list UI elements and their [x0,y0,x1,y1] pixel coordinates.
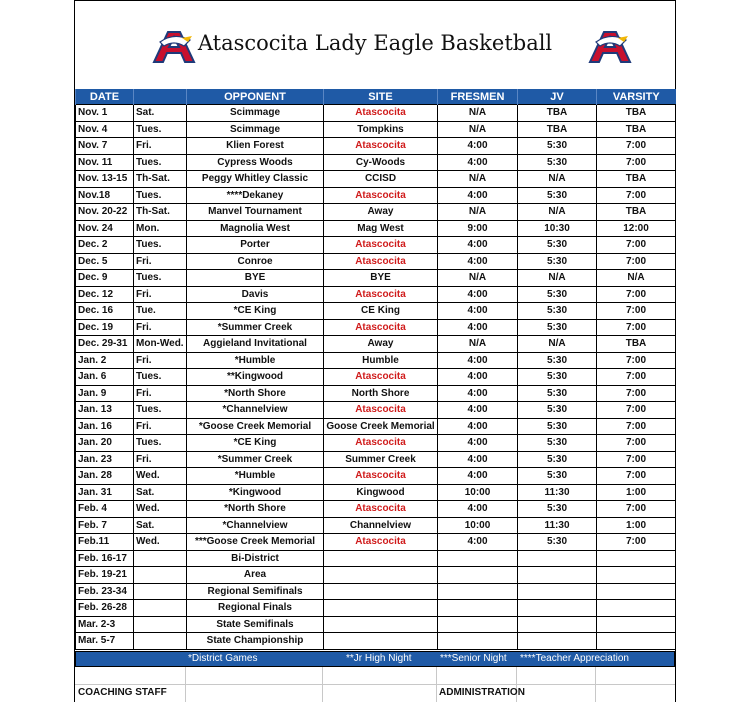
cell-varsity-time: 7:00 [597,352,676,369]
cell-jv-time [518,550,597,567]
cell-site: North Shore [324,385,438,402]
cell-day [134,616,187,633]
cell-site: Goose Creek Memorial [324,418,438,435]
column-header-freshmen: FRESMEN [438,89,518,105]
cell-date: Dec. 9 [76,270,134,287]
cell-varsity-time: 7:00 [597,154,676,171]
cell-site [324,600,438,617]
cell-varsity-time [597,600,676,617]
cell-jv-time [518,583,597,600]
cell-opponent: Klien Forest [187,138,324,155]
cell-freshmen-time: 4:00 [438,468,518,485]
cell-jv-time: 5:30 [518,418,597,435]
cell-date: Jan. 13 [76,402,134,419]
cell-freshmen-time: 4:00 [438,418,518,435]
cell-opponent: Regional Finals [187,600,324,617]
table-row [76,336,676,353]
cell-day [134,633,187,650]
cell-opponent: *Kingwood [187,484,324,501]
cell-varsity-time: 7:00 [597,418,676,435]
cell-date: Nov. 7 [76,138,134,155]
cell-day: Fri. [134,352,187,369]
cell-day: Tues. [134,435,187,452]
schedule-body [76,105,676,650]
cell-opponent: *CE King [187,435,324,452]
cell-site [324,616,438,633]
cell-freshmen-time: N/A [438,336,518,353]
cell-varsity-time [597,567,676,584]
table-row [76,286,676,303]
cell-opponent: *North Shore [187,501,324,518]
cell-date: Mar. 5-7 [76,633,134,650]
table-row [76,204,676,221]
cell-jv-time [518,633,597,650]
cell-date: Nov. 4 [76,121,134,138]
cell-freshmen-time: 4:00 [438,319,518,336]
table-row [76,468,676,485]
cell-site: Atascocita [324,237,438,254]
table-row [76,517,676,534]
cell-opponent: Scimmage [187,121,324,138]
table-row [76,352,676,369]
cell-site: Atascocita [324,501,438,518]
cell-jv-time: N/A [518,171,597,188]
title-area [74,0,676,89]
cell-opponent: *Summer Creek [187,319,324,336]
cell-date: Jan. 16 [76,418,134,435]
cell-site: Atascocita [324,435,438,452]
cell-date: Dec. 5 [76,253,134,270]
cell-varsity-time [597,616,676,633]
cell-jv-time: 10:30 [518,220,597,237]
cell-jv-time: 5:30 [518,385,597,402]
cell-opponent: Davis [187,286,324,303]
cell-freshmen-time: 4:00 [438,402,518,419]
cell-date: Feb. 4 [76,501,134,518]
cell-site: Atascocita [324,187,438,204]
table-row [76,550,676,567]
column-header-jv: JV [518,89,597,105]
table-row [76,484,676,501]
cell-opponent: *North Shore [187,385,324,402]
cell-site [324,583,438,600]
cell-jv-time: 11:30 [518,484,597,501]
cell-varsity-time [597,633,676,650]
cell-varsity-time: 7:00 [597,303,676,320]
cell-day [134,583,187,600]
cell-opponent: BYE [187,270,324,287]
table-row [76,369,676,386]
cell-freshmen-time: 4:00 [438,501,518,518]
cell-freshmen-time: N/A [438,121,518,138]
cell-date: Dec. 29-31 [76,336,134,353]
cell-opponent: Scimmage [187,105,324,122]
cell-jv-time [518,600,597,617]
cell-day [134,550,187,567]
cell-varsity-time: TBA [597,105,676,122]
cell-opponent: State Semifinals [187,616,324,633]
cell-freshmen-time: 4:00 [438,154,518,171]
cell-varsity-time: TBA [597,171,676,188]
table-row [76,253,676,270]
cell-varsity-time: TBA [597,336,676,353]
cell-day: Sat. [134,517,187,534]
cell-date: Feb. 16-17 [76,550,134,567]
cell-opponent: State Championship [187,633,324,650]
cell-freshmen-time: 4:00 [438,534,518,551]
cell-freshmen-time: 4:00 [438,286,518,303]
cell-freshmen-time: 4:00 [438,369,518,386]
cell-varsity-time: 7:00 [597,534,676,551]
cell-day: Tue. [134,303,187,320]
cell-day: Fri. [134,319,187,336]
schedule-table [75,89,676,650]
table-row [76,435,676,452]
cell-date: Mar. 2-3 [76,616,134,633]
cell-jv-time: 5:30 [518,138,597,155]
cell-site: Atascocita [324,138,438,155]
cell-jv-time: 5:30 [518,402,597,419]
cell-jv-time: 5:30 [518,501,597,518]
legend-senior: ***Senior Night [440,653,507,664]
cell-opponent: *Humble [187,468,324,485]
cell-varsity-time: 1:00 [597,517,676,534]
cell-site: Atascocita [324,319,438,336]
cell-freshmen-time: 10:00 [438,517,518,534]
cell-date: Dec. 12 [76,286,134,303]
cell-freshmen-time: 4:00 [438,237,518,254]
table-row [76,451,676,468]
cell-site: Atascocita [324,534,438,551]
cell-freshmen-time [438,600,518,617]
legend-teacher: ****Teacher Appreciation [520,653,629,664]
cell-jv-time [518,567,597,584]
table-row [76,154,676,171]
cell-day [134,567,187,584]
cell-opponent: Regional Semifinals [187,583,324,600]
cell-day: Tues. [134,369,187,386]
cell-site: Cy-Woods [324,154,438,171]
cell-varsity-time: 12:00 [597,220,676,237]
cell-day: Th-Sat. [134,204,187,221]
cell-day: Th-Sat. [134,171,187,188]
cell-day: Tues. [134,270,187,287]
table-row [76,187,676,204]
table-header-row [76,89,676,105]
table-row [76,616,676,633]
cell-site: CE King [324,303,438,320]
cell-opponent: **Kingwood [187,369,324,386]
column-header-site: SITE [324,89,438,105]
cell-varsity-time: 1:00 [597,484,676,501]
cell-freshmen-time: N/A [438,171,518,188]
cell-site: Summer Creek [324,451,438,468]
cell-varsity-time: N/A [597,270,676,287]
cell-freshmen-time: 4:00 [438,451,518,468]
cell-day: Sat. [134,105,187,122]
cell-varsity-time [597,583,676,600]
administration-label: ADMINISTRATION [439,687,525,698]
column-header-day [134,89,187,105]
cell-jv-time: 5:30 [518,319,597,336]
cell-site: Channelview [324,517,438,534]
cell-site: BYE [324,270,438,287]
cell-day: Wed. [134,501,187,518]
column-header-opponent: OPPONENT [187,89,324,105]
column-header-date: DATE [76,89,134,105]
cell-opponent: Conroe [187,253,324,270]
cell-varsity-time: TBA [597,204,676,221]
cell-day: Fri. [134,253,187,270]
cell-site: Atascocita [324,286,438,303]
cell-date: Jan. 9 [76,385,134,402]
cell-freshmen-time: N/A [438,204,518,221]
table-row [76,402,676,419]
cell-jv-time: 5:30 [518,303,597,320]
cell-varsity-time: 7:00 [597,253,676,270]
cell-jv-time: 5:30 [518,237,597,254]
cell-date: Dec. 19 [76,319,134,336]
cell-varsity-time: 7:00 [597,286,676,303]
cell-opponent: ****Dekaney [187,187,324,204]
cell-opponent: *Channelview [187,517,324,534]
cell-varsity-time: 7:00 [597,187,676,204]
cell-day [134,600,187,617]
cell-jv-time: 5:30 [518,187,597,204]
cell-day: Tues. [134,187,187,204]
cell-opponent: ***Goose Creek Memorial [187,534,324,551]
cell-freshmen-time: 4:00 [438,435,518,452]
table-row [76,501,676,518]
cell-freshmen-time: 4:00 [438,253,518,270]
cell-site: CCISD [324,171,438,188]
cell-date: Feb. 26-28 [76,600,134,617]
column-header-varsity: VARSITY [597,89,676,105]
cell-site: Kingwood [324,484,438,501]
cell-freshmen-time: 4:00 [438,303,518,320]
cell-varsity-time: 7:00 [597,501,676,518]
cell-opponent: Cypress Woods [187,154,324,171]
table-row [76,303,676,320]
cell-opponent: *Channelview [187,402,324,419]
cell-jv-time: 5:30 [518,352,597,369]
table-row [76,583,676,600]
cell-day: Wed. [134,468,187,485]
cell-date: Dec. 16 [76,303,134,320]
cell-opponent: Manvel Tournament [187,204,324,221]
cell-site: Atascocita [324,468,438,485]
cell-opponent: Magnolia West [187,220,324,237]
cell-site: Tompkins [324,121,438,138]
cell-date: Feb.11 [76,534,134,551]
cell-opponent: Area [187,567,324,584]
cell-freshmen-time: N/A [438,105,518,122]
cell-jv-time: TBA [518,121,597,138]
cell-freshmen-time: 4:00 [438,352,518,369]
cell-varsity-time: 7:00 [597,138,676,155]
table-row [76,534,676,551]
cell-varsity-time: TBA [597,121,676,138]
table-row [76,171,676,188]
cell-date: Nov. 24 [76,220,134,237]
cell-day: Sat. [134,484,187,501]
cell-site: Atascocita [324,369,438,386]
cell-day: Tues. [134,402,187,419]
cell-freshmen-time [438,616,518,633]
cell-site: Away [324,204,438,221]
cell-day: Mon-Wed. [134,336,187,353]
table-row [76,270,676,287]
cell-date: Jan. 23 [76,451,134,468]
table-row [76,567,676,584]
cell-date: Feb. 7 [76,517,134,534]
cell-jv-time: 5:30 [518,253,597,270]
cell-varsity-time: 7:00 [597,385,676,402]
cell-site: Atascocita [324,105,438,122]
cell-date: Nov. 1 [76,105,134,122]
cell-freshmen-time [438,633,518,650]
table-row [76,237,676,254]
cell-varsity-time: 7:00 [597,319,676,336]
cell-date: Jan. 31 [76,484,134,501]
table-row [76,418,676,435]
cell-site: Humble [324,352,438,369]
cell-jv-time: 5:30 [518,286,597,303]
cell-jv-time: 5:30 [518,468,597,485]
cell-day: Wed. [134,534,187,551]
cell-date: Dec. 2 [76,237,134,254]
cell-jv-time: N/A [518,270,597,287]
cell-jv-time: TBA [518,105,597,122]
table-row [76,105,676,122]
table-row [76,633,676,650]
cell-varsity-time: 7:00 [597,369,676,386]
coaching-staff-label: COACHING STAFF [78,687,167,698]
cell-jv-time: 5:30 [518,154,597,171]
cell-jv-time: N/A [518,336,597,353]
table-row [76,385,676,402]
table-row [76,319,676,336]
cell-opponent: Porter [187,237,324,254]
legend-bar [75,651,675,667]
cell-date: Jan. 6 [76,369,134,386]
cell-site [324,567,438,584]
cell-jv-time: N/A [518,204,597,221]
cell-day: Fri. [134,451,187,468]
cell-jv-time [518,616,597,633]
page-title: Atascocita Lady Eagle Basketball [197,31,553,55]
cell-site: Away [324,336,438,353]
cell-jv-time: 5:30 [518,451,597,468]
cell-varsity-time: 7:00 [597,237,676,254]
cell-date: Feb. 19-21 [76,567,134,584]
cell-site: Atascocita [324,253,438,270]
cell-opponent: Bi-District [187,550,324,567]
cell-freshmen-time [438,583,518,600]
cell-date: Feb. 23-34 [76,583,134,600]
cell-day: Fri. [134,138,187,155]
legend-jr-high: **Jr High Night [346,653,412,664]
cell-day: Mon. [134,220,187,237]
cell-site: Mag West [324,220,438,237]
cell-freshmen-time: 4:00 [438,187,518,204]
cell-date: Nov. 20-22 [76,204,134,221]
cell-jv-time: 5:30 [518,435,597,452]
cell-date: Jan. 2 [76,352,134,369]
cell-freshmen-time [438,567,518,584]
cell-jv-time: 11:30 [518,517,597,534]
cell-date: Jan. 20 [76,435,134,452]
cell-opponent: Aggieland Invitational [187,336,324,353]
cell-jv-time: 5:30 [518,369,597,386]
cell-freshmen-time: 10:00 [438,484,518,501]
table-row [76,121,676,138]
cell-freshmen-time: N/A [438,270,518,287]
legend-district: *District Games [188,653,258,664]
cell-freshmen-time: 4:00 [438,138,518,155]
eagle-logo-icon [586,28,634,64]
cell-freshmen-time: 9:00 [438,220,518,237]
table-row [76,138,676,155]
cell-site [324,633,438,650]
cell-varsity-time: 7:00 [597,468,676,485]
cell-date: Nov. 11 [76,154,134,171]
cell-jv-time: 5:30 [518,534,597,551]
table-row [76,220,676,237]
cell-opponent: *Goose Creek Memorial [187,418,324,435]
cell-varsity-time [597,550,676,567]
cell-site [324,550,438,567]
cell-day: Fri. [134,286,187,303]
table-row [76,600,676,617]
cell-date: Nov. 13-15 [76,171,134,188]
cell-site: Atascocita [324,402,438,419]
cell-varsity-time: 7:00 [597,435,676,452]
cell-varsity-time: 7:00 [597,451,676,468]
cell-day: Tues. [134,154,187,171]
cell-date: Nov.18 [76,187,134,204]
cell-freshmen-time [438,550,518,567]
cell-opponent: *CE King [187,303,324,320]
cell-freshmen-time: 4:00 [438,385,518,402]
cell-date: Jan. 28 [76,468,134,485]
cell-day: Fri. [134,385,187,402]
cell-day: Fri. [134,418,187,435]
cell-opponent: *Summer Creek [187,451,324,468]
cell-day: Tues. [134,237,187,254]
cell-varsity-time: 7:00 [597,402,676,419]
cell-opponent: *Humble [187,352,324,369]
cell-opponent: Peggy Whitley Classic [187,171,324,188]
cell-day: Tues. [134,121,187,138]
